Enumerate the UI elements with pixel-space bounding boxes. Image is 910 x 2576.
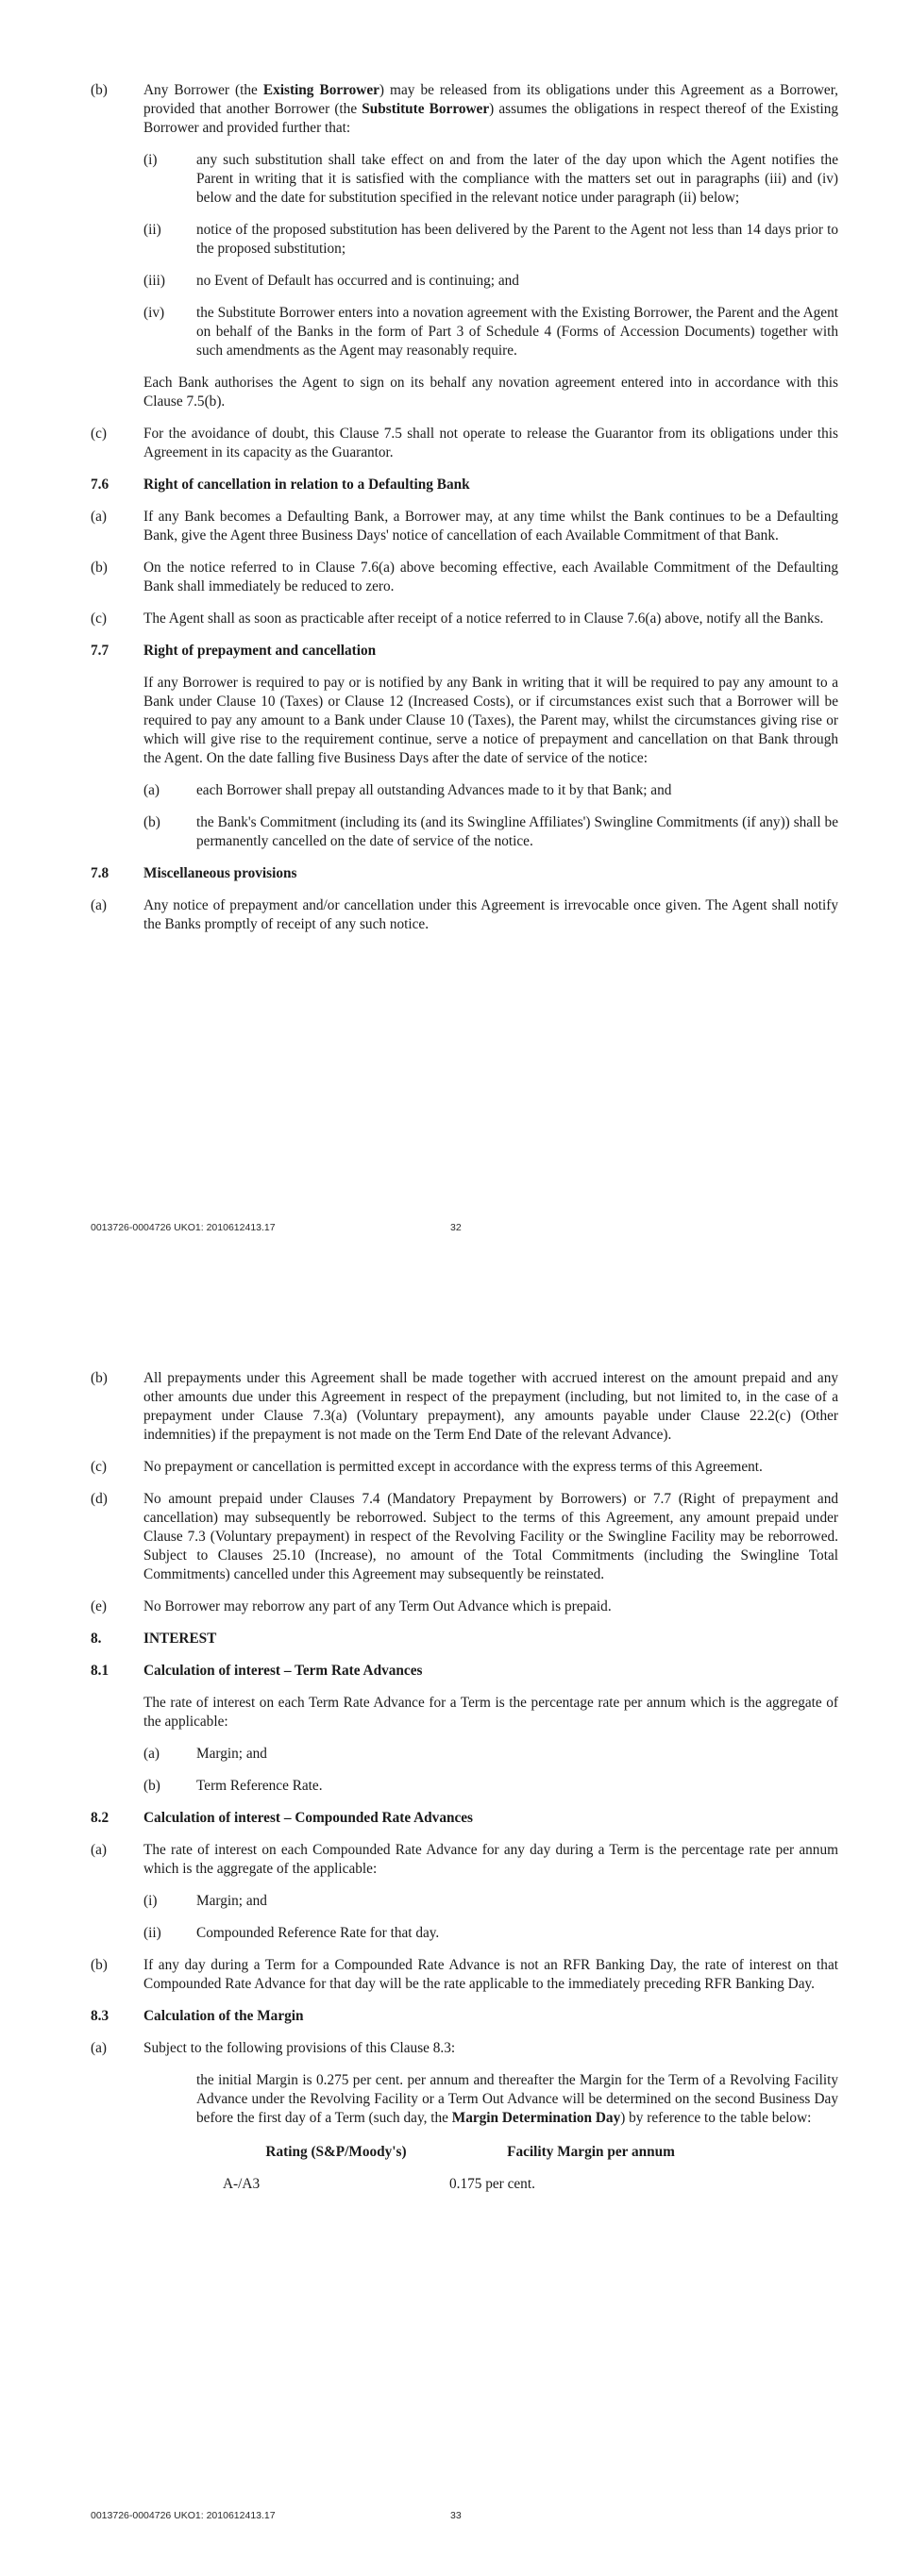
sub-item: (a) each Borrower shall prepay all outstanding Advances made to it by that Bank; and [143, 782, 672, 798]
margin-clause-body [143, 2071, 838, 2128]
clause-item: (e) No Borrower may reborrow any part of any Term Out Advance which is prepaid. [91, 1598, 612, 1614]
page-33 [0, 1288, 910, 2576]
section-heading-7-8: 7.8 Miscellaneous provisions [91, 865, 297, 881]
page-32-content [91, 81, 838, 934]
clause-number: (b) [91, 82, 108, 98]
clause-item: (a) The rate of interest on each Compounded Rate Advance for any day during a Term is the percentage rate per annum which is the aggregate of the applicable: [91, 1842, 838, 1877]
table-header: Facility Margin per annum [507, 2144, 675, 2160]
clause-item: (b) On the notice referred to in Clause 7.6(a) above becoming effective, each Available Commitment of the Defaulting Bank shall immediately be reduced to zero. [91, 560, 838, 594]
sub-item: (i) Margin; and [143, 1893, 267, 1909]
section-heading-8-3: 8.3 Calculation of the Margin [91, 2008, 304, 2024]
clause-item: (a) If any Bank becomes a Defaulting Bank, a Borrower may, at any time whilst the Bank continues to be a Defaulting Bank, give the Agent three Business Days' notice of cancellation of each Available Commitment of that Bank. [91, 509, 838, 544]
clause-7-5-b [91, 81, 838, 138]
clause-item: (b) All prepayments under this Agreement shall be made together with accrued interest on the amount prepaid and any other amounts due under this Agreement in respect of the prepayment (including, but not limited to, in the case of a prepayment under Clause 7.3(a) (Voluntary prepayment), any amounts payable under Clause 22.2(c) (Other indemnities) if the prepayment is not made on the Term End Date of the relevant Advance). [91, 1370, 838, 1443]
clause-item: (c) The Agent shall as soon as practicable after receipt of a notice referred to in Clause 7.6(a) above, notify all the Banks. [91, 611, 824, 627]
page-number: 32 [450, 1222, 462, 1233]
clause-7-5-c: (c) For the avoidance of doubt, this Clause 7.5 shall not operate to release the Guarantor from its obligations under this Agreement in its capacity as the Guarantor. [91, 426, 838, 460]
document-reference: 0013726-0004726 UKO1: 2010612413.17 [91, 2510, 276, 2521]
sub-item: (i) any such substitution shall take effect on and from the later of the day upon which the Agent notifies the Parent in writing that it is satisfied with the compliance with the matters set out in paragraphs (iii) and (iv) below and the date for substitution specified in the relevant notice under paragraph (ii) below; [143, 152, 838, 206]
section-heading-8-1: 8.1 Calculation of interest – Term Rate Advances [91, 1663, 423, 1679]
sub-item: (ii) notice of the proposed substitution has been delivered by the Parent to the Agent not less than 14 days prior to the proposed substitution; [143, 222, 838, 257]
defined-term: Margin Determination Day [451, 2110, 621, 2126]
sub-item: (a) Margin; and [143, 1746, 267, 1762]
table-header-row [223, 2143, 733, 2175]
sub-item: (iii) no Event of Default has occurred and is continuing; and [143, 273, 519, 289]
page-33-content [91, 1369, 838, 2194]
clause-text: If any Borrower is required to pay or is notified by any Bank in writing that it will be required to pay any amount to a Bank under Clause 10 (Taxes) or Clause 12 (Increased Costs), or if circumstances exist such that a Borrower will be required to pay any amount to a Bank under Clause 10 (Taxes), the Parent may, whilst the circumstances giving rise or which will give rise to the requirement continue, serve a notice of prepayment and cancellation on that Bank through the Agent. On the date falling five Business Days after the date of service of the notice: [143, 675, 838, 766]
margin-table [223, 2143, 733, 2194]
section-heading-7-7: 7.7 Right of prepayment and cancellation [91, 643, 377, 659]
table-cell: A-/A3 [223, 2176, 261, 2192]
page-number: 33 [450, 2510, 462, 2521]
clause-item: (c) No prepayment or cancellation is permitted except in accordance with the express terms of this Agreement. [91, 1459, 763, 1475]
document-reference: 0013726-0004726 UKO1: 2010612413.17 [91, 1222, 276, 1233]
section-heading-7-6: 7.6 Right of cancellation in relation to a Defaulting Bank [91, 477, 470, 493]
section-heading-8-2: 8.2 Calculation of interest – Compounded Rate Advances [91, 1810, 474, 1826]
sub-item: (ii) Compounded Reference Rate for that day. [143, 1925, 440, 1941]
table-row [223, 2175, 733, 2194]
clause-item: (a) Subject to the following provisions of this Clause 8.3: [91, 2040, 456, 2056]
clause-closing-text: Each Bank authorises the Agent to sign on its behalf any novation agreement entered into in accordance with this Clause 7.5(b). [143, 375, 838, 410]
defined-term: Substitute Borrower [362, 101, 490, 117]
defined-term: Existing Borrower [262, 82, 379, 98]
clause-text: Any Borrower (the Existing Borrower) may be released from its obligations under this Agreement as a Borrower, provided that another Borrower (the Substitute Borrower) assumes the obligations in respect thereof of the Existing Borrower and provided further that: [143, 82, 839, 136]
clause-text: The rate of interest on each Term Rate Advance for a Term is the percentage rate per annum which is the aggregate of the applicable: [143, 1695, 838, 1730]
table-header: Rating (S&P/Moody's) [265, 2144, 407, 2160]
section-heading-8: 8. INTEREST [91, 1631, 217, 1647]
clause-item: (a) Any notice of prepayment and/or cancellation under this Agreement is irrevocable once given. The Agent shall notify the Banks promptly of receipt of any such notice. [91, 897, 838, 932]
sub-item: (b) the Bank's Commitment (including its (and its Swingline Affiliates') Swingline Commitments (if any)) shall be permanently cancelled on the date of service of the notice. [143, 814, 838, 849]
clause-item: (d) No amount prepaid under Clauses 7.4 (Mandatory Prepayment by Borrowers) or 7.7 (Right of prepayment and cancellation) may subsequently be reborrowed. Subject to the terms of this Agreement, any amount prepaid under Clause 7.3 (Voluntary prepayment) in respect of the Revolving Facility or the Swingline Facility may be reborrowed. Subject to Clauses 25.10 (Increase), no amount of the Total Commitments (including the Swingline Total Commitments) cancelled under this Agreement may subsequently be reinstated. [91, 1491, 838, 1582]
sub-item: (b) Term Reference Rate. [143, 1778, 323, 1794]
clause-item: (b) If any day during a Term for a Compounded Rate Advance is not an RFR Banking Day, the rate of interest on that Compounded Rate Advance for that day will be the rate applicable to the immediately preceding RFR Banking Day. [91, 1957, 838, 1992]
clause-text: the initial Margin is 0.275 per cent. per annum and thereafter the Margin for the Term of a Revolving Facility Advance under the Revolving Facility or a Term Out Advance will be determined on the second Business Day before the first day of a Term (such day, the Margin Determination Day) by reference to the table below: [196, 2072, 838, 2126]
table-cell: 0.175 per cent. [449, 2176, 535, 2192]
sub-item: (iv) the Substitute Borrower enters into a novation agreement with the Existing Borrower, the Parent and the Agent on behalf of the Banks in the form of Part 3 of Schedule 4 (Forms of Accession Documents) together with such amendments as the Agent may reasonably require. [143, 305, 838, 359]
